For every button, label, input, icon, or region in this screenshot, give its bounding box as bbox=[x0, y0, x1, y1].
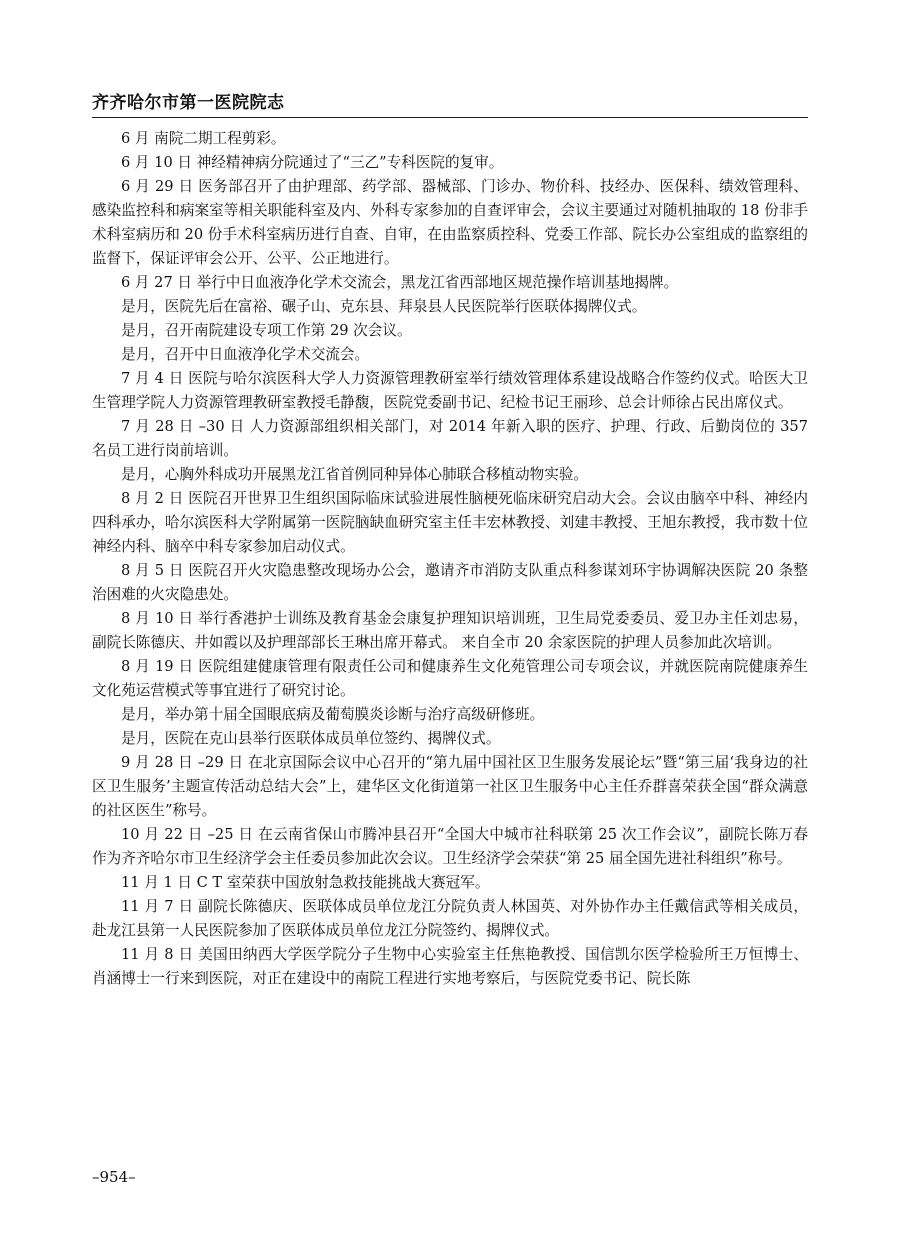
entry-paragraph: 6 月 南院二期工程剪彩。 bbox=[121, 130, 286, 147]
entry-paragraph: 8 月 19 日 医院组建健康管理有限责任公司和健康养生文化苑管理公司专项会议，并就医院南院健康养生文化苑运营模式等事宜进行了研究讨论。 bbox=[92, 658, 808, 699]
entry-paragraph: 是月，心胸外科成功开展黑龙江省首例同种异体心肺联合移植动物实验。 bbox=[121, 466, 589, 483]
entry-paragraph: 是月，举办第十届全国眼底病及葡萄膜炎诊断与治疗高级研修班。 bbox=[121, 706, 545, 723]
entry-paragraph: 11 月 7 日 副院长陈德庆、医联体成员单位龙江分院负责人林国英、对外协作办主任戴信武等相关成员，赴龙江县第一人民医院参加了医联体成员单位龙江分院签约、揭牌仪式。 bbox=[92, 898, 808, 939]
header-rule bbox=[92, 117, 808, 118]
entry-paragraph: 8 月 10 日 举行香港护士训练及教育基金会康复护理知识培训班，卫生局党委委员、爱卫办主任刘忠易，副院长陈德庆、井如霞以及护理部部长王琳出席开幕式。 来自全市 20 余家医院的护理人员参加此次培训。 bbox=[92, 610, 808, 651]
chronicle-body bbox=[92, 127, 808, 991]
entry-paragraph: 10 月 22 日 –25 日 在云南省保山市腾冲县召开“全国大中城市社科联第 25 次工作会议”，副院长陈万春作为齐齐哈尔市卫生经济学会主任委员参加此次会议。卫生经济学会荣获“第 25 届全国先进社科组织”称号。 bbox=[92, 826, 808, 867]
entry-paragraph: 7 月 28 日 –30 日 人力资源部组织相关部门，对 2014 年新入职的医疗、护理、行政、后勤岗位的 357 名员工进行岗前培训。 bbox=[92, 418, 808, 459]
running-header: 齐齐哈尔市第一医院院志 bbox=[92, 93, 285, 113]
entry-paragraph: 11 月 1 日 C T 室荣获中国放射急救技能挑战大赛冠军。 bbox=[121, 874, 490, 891]
entry-paragraph: 9 月 28 日 –29 日 在北京国际会议中心召开的“第九届中国社区卫生服务发展论坛”暨“第三届‘我身边的社区卫生服务’主题宣传活动总结大会”上，建华区文化街道第一社区卫生服务中心主任乔群喜荣获全国“群众满意的社区医生”称号。 bbox=[92, 754, 808, 819]
entry-paragraph: 11 月 8 日 美国田纳西大学医学院分子生物中心实验室主任焦艳教授、国信凯尔医学检验所王万恒博士、肖涵博士一行来到医院，对正在建设中的南院工程进行实地考察后，与医院党委书记、院长陈 bbox=[92, 946, 808, 987]
entry-paragraph: 6 月 29 日 医务部召开了由护理部、药学部、器械部、门诊办、物价科、技经办、医保科、绩效管理科、感染监控科和病案室等相关职能科室及内、外科专家参加的自查评审会，会议主要通过对随机抽取的 18 份非手术科室病历和 20 份手术科室病历进行自查、自审，在由监察质控科、党委工作部、院长办公室组成的监察组的监督下，保证评审会公开、公平、公正地进行。 bbox=[92, 178, 808, 267]
entry-paragraph: 6 月 10 日 神经精神病分院通过了“三乙”专科医院的复审。 bbox=[121, 154, 504, 171]
entry-paragraph: 是月，召开中日血液净化学术交流会。 bbox=[121, 346, 370, 363]
entry-paragraph: 是月，召开南院建设专项工作第 29 次会议。 bbox=[121, 322, 412, 339]
entry-paragraph: 8 月 2 日 医院召开世界卫生组织国际临床试验进展性脑梗死临床研究启动大会。会议由脑卒中科、神经内四科承办，哈尔滨医科大学附属第一医院脑缺血研究室主任丰宏林教授、刘建丰教授、王旭东教授，我市数十位神经内科、脑卒中科专家参加启动仪式。 bbox=[92, 490, 808, 555]
entry-paragraph: 6 月 27 日 举行中日血液净化学术交流会，黑龙江省西部地区规范操作培训基地揭牌。 bbox=[121, 274, 679, 291]
entry-paragraph: 7 月 4 日 医院与哈尔滨医科大学人力资源管理教研室举行绩效管理体系建设战略合作签约仪式。哈医大卫生管理学院人力资源管理教研室教授毛静馥，医院党委副书记、纪检书记王丽珍、总会计师徐占民出席仪式。 bbox=[92, 370, 808, 411]
entry-paragraph: 是月，医院先后在富裕、碾子山、克东县、拜泉县人民医院举行医联体揭牌仪式。 bbox=[121, 298, 647, 315]
entry-paragraph: 是月，医院在克山县举行医联体成员单位签约、揭牌仪式。 bbox=[121, 730, 501, 747]
entry-paragraph: 8 月 5 日 医院召开火灾隐患整改现场办公会，邀请齐市消防支队重点科参谋刘环宇协调解决医院 20 条整治困难的火灾隐患处。 bbox=[92, 562, 808, 603]
page-number: –954– bbox=[92, 1168, 136, 1186]
